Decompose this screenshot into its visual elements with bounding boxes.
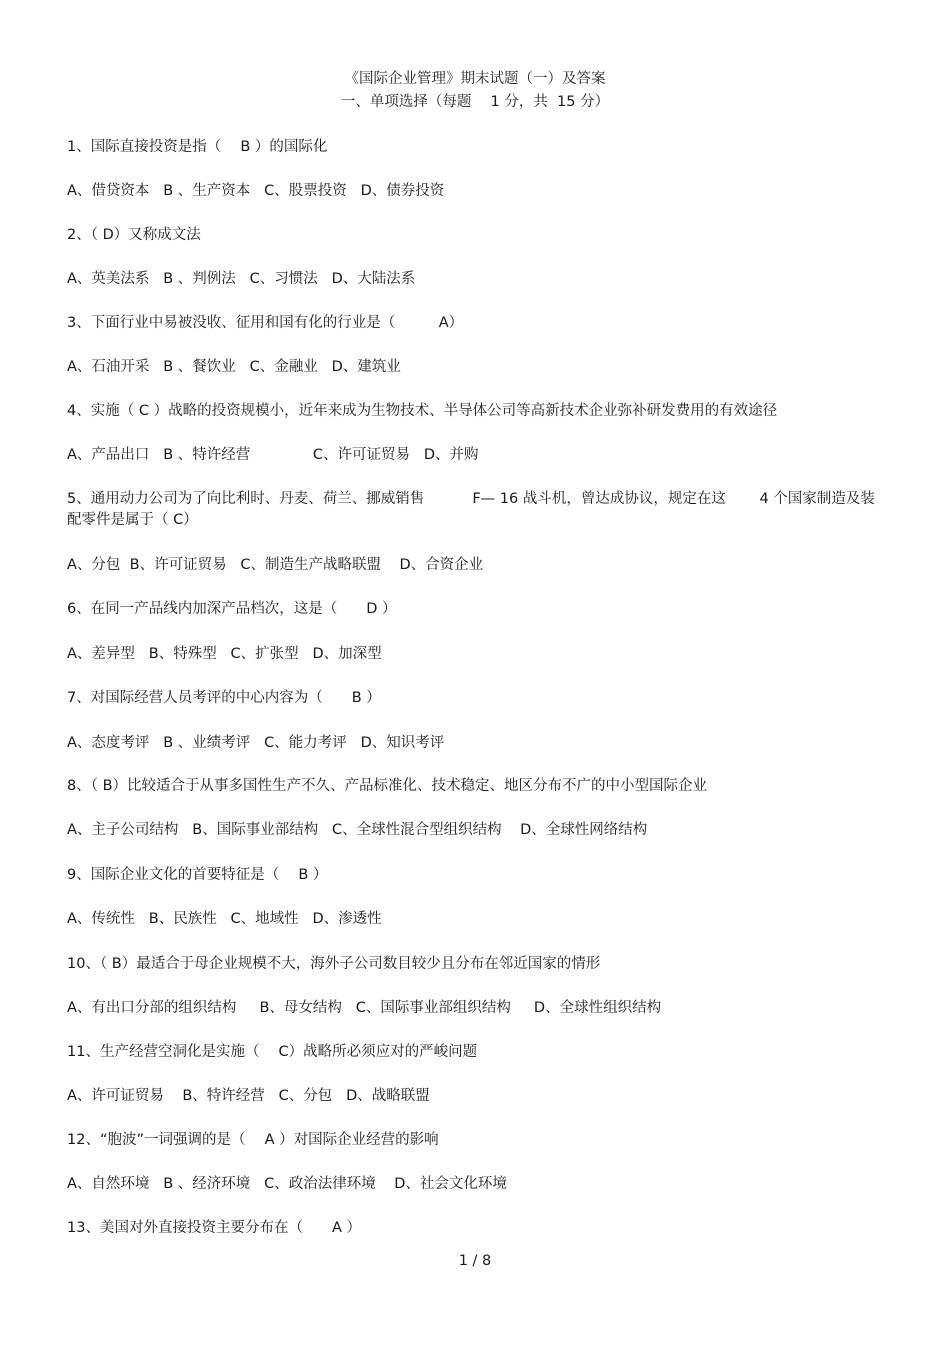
question-10: 10、（ B）最适合于母企业规模不大，海外子公司数目较少且分布在邻近国家的情形 — [67, 956, 601, 972]
options-2: A、英美法系 B 、判例法 C、习惯法 D、大陆法系 — [67, 271, 416, 287]
options-12: A、自然环境 B 、经济环境 C、政治法律环境 D、社会文化环境 — [67, 1176, 507, 1192]
question-12: 12、“胞波”一词强调的是（ A ）对国际企业经营的影响 — [67, 1132, 439, 1148]
question-3: 3、下面行业中易被没收、征用和国有化的行业是（ A） — [67, 315, 464, 331]
options-1: A、借贷资本 B 、生产资本 C、股票投资 D、债券投资 — [67, 183, 445, 199]
options-4: A、产品出口 B 、特许经营 C、许可证贸易 D、并购 — [67, 447, 479, 463]
options-5: A、分包 B、许可证贸易 C、制造生产战略联盟 D、合资企业 — [67, 557, 484, 573]
document-title: 《国际企业管理》期末试题（一）及答案 — [344, 71, 606, 87]
options-10: A、有出口分部的组织结构 B、母女结构 C、国际事业部组织结构 D、全球性组织结构 — [67, 1000, 662, 1016]
question-2: 2、（ D）又称成文法 — [67, 227, 201, 243]
options-7: A、态度考评 B 、业绩考评 C、能力考评 D、知识考评 — [67, 735, 445, 751]
options-9: A、传统性 B、民族性 C、地域性 D、渗透性 — [67, 911, 382, 927]
question-1: 1、国际直接投资是指（ B ）的国际化 — [67, 139, 328, 155]
question-5: 5、通用动力公司为了向比利时、丹麦、荷兰、挪威销售 F— 16 战斗机，曾达成协议，规定在这 4 个国家制造及装配零件是属于（ C） — [67, 491, 875, 528]
page-number: 1 / 8 — [458, 1253, 492, 1269]
options-6: A、差异型 B、特殊型 C、扩张型 D、加深型 — [67, 646, 382, 662]
question-13: 13、美国对外直接投资主要分布在（ A ） — [67, 1220, 361, 1236]
question-11: 11、生产经营空洞化是实施（ C）战略所必须应对的严峻问题 — [67, 1044, 478, 1060]
options-3: A、石油开采 B 、餐饮业 C、金融业 D、建筑业 — [67, 359, 401, 375]
question-6: 6、在同一产品线内加深产品档次，这是（ D ） — [67, 601, 397, 617]
options-11: A、许可证贸易 B、特许经营 C、分包 D、战略联盟 — [67, 1088, 430, 1104]
question-9: 9、国际企业文化的首要特征是（ B ） — [67, 867, 328, 883]
question-7: 7、对国际经营人员考评的中心内容为（ B ） — [67, 690, 381, 706]
options-8: A、主子公司结构 B、国际事业部结构 C、全球性混合型组织结构 D、全球性网络结构 — [67, 822, 648, 838]
question-4: 4、实施（ C ）战略的投资规模小，近年来成为生物技术、半导体公司等高新技术企业弥补研发费用的有效途径 — [67, 403, 778, 419]
section-heading: 一、单项选择（每题 1 分，共 15 分） — [340, 94, 610, 110]
question-8: 8、（ B）比较适合于从事多国性生产不久、产品标准化、技术稳定、地区分布不广的中小型国际企业 — [67, 778, 708, 794]
